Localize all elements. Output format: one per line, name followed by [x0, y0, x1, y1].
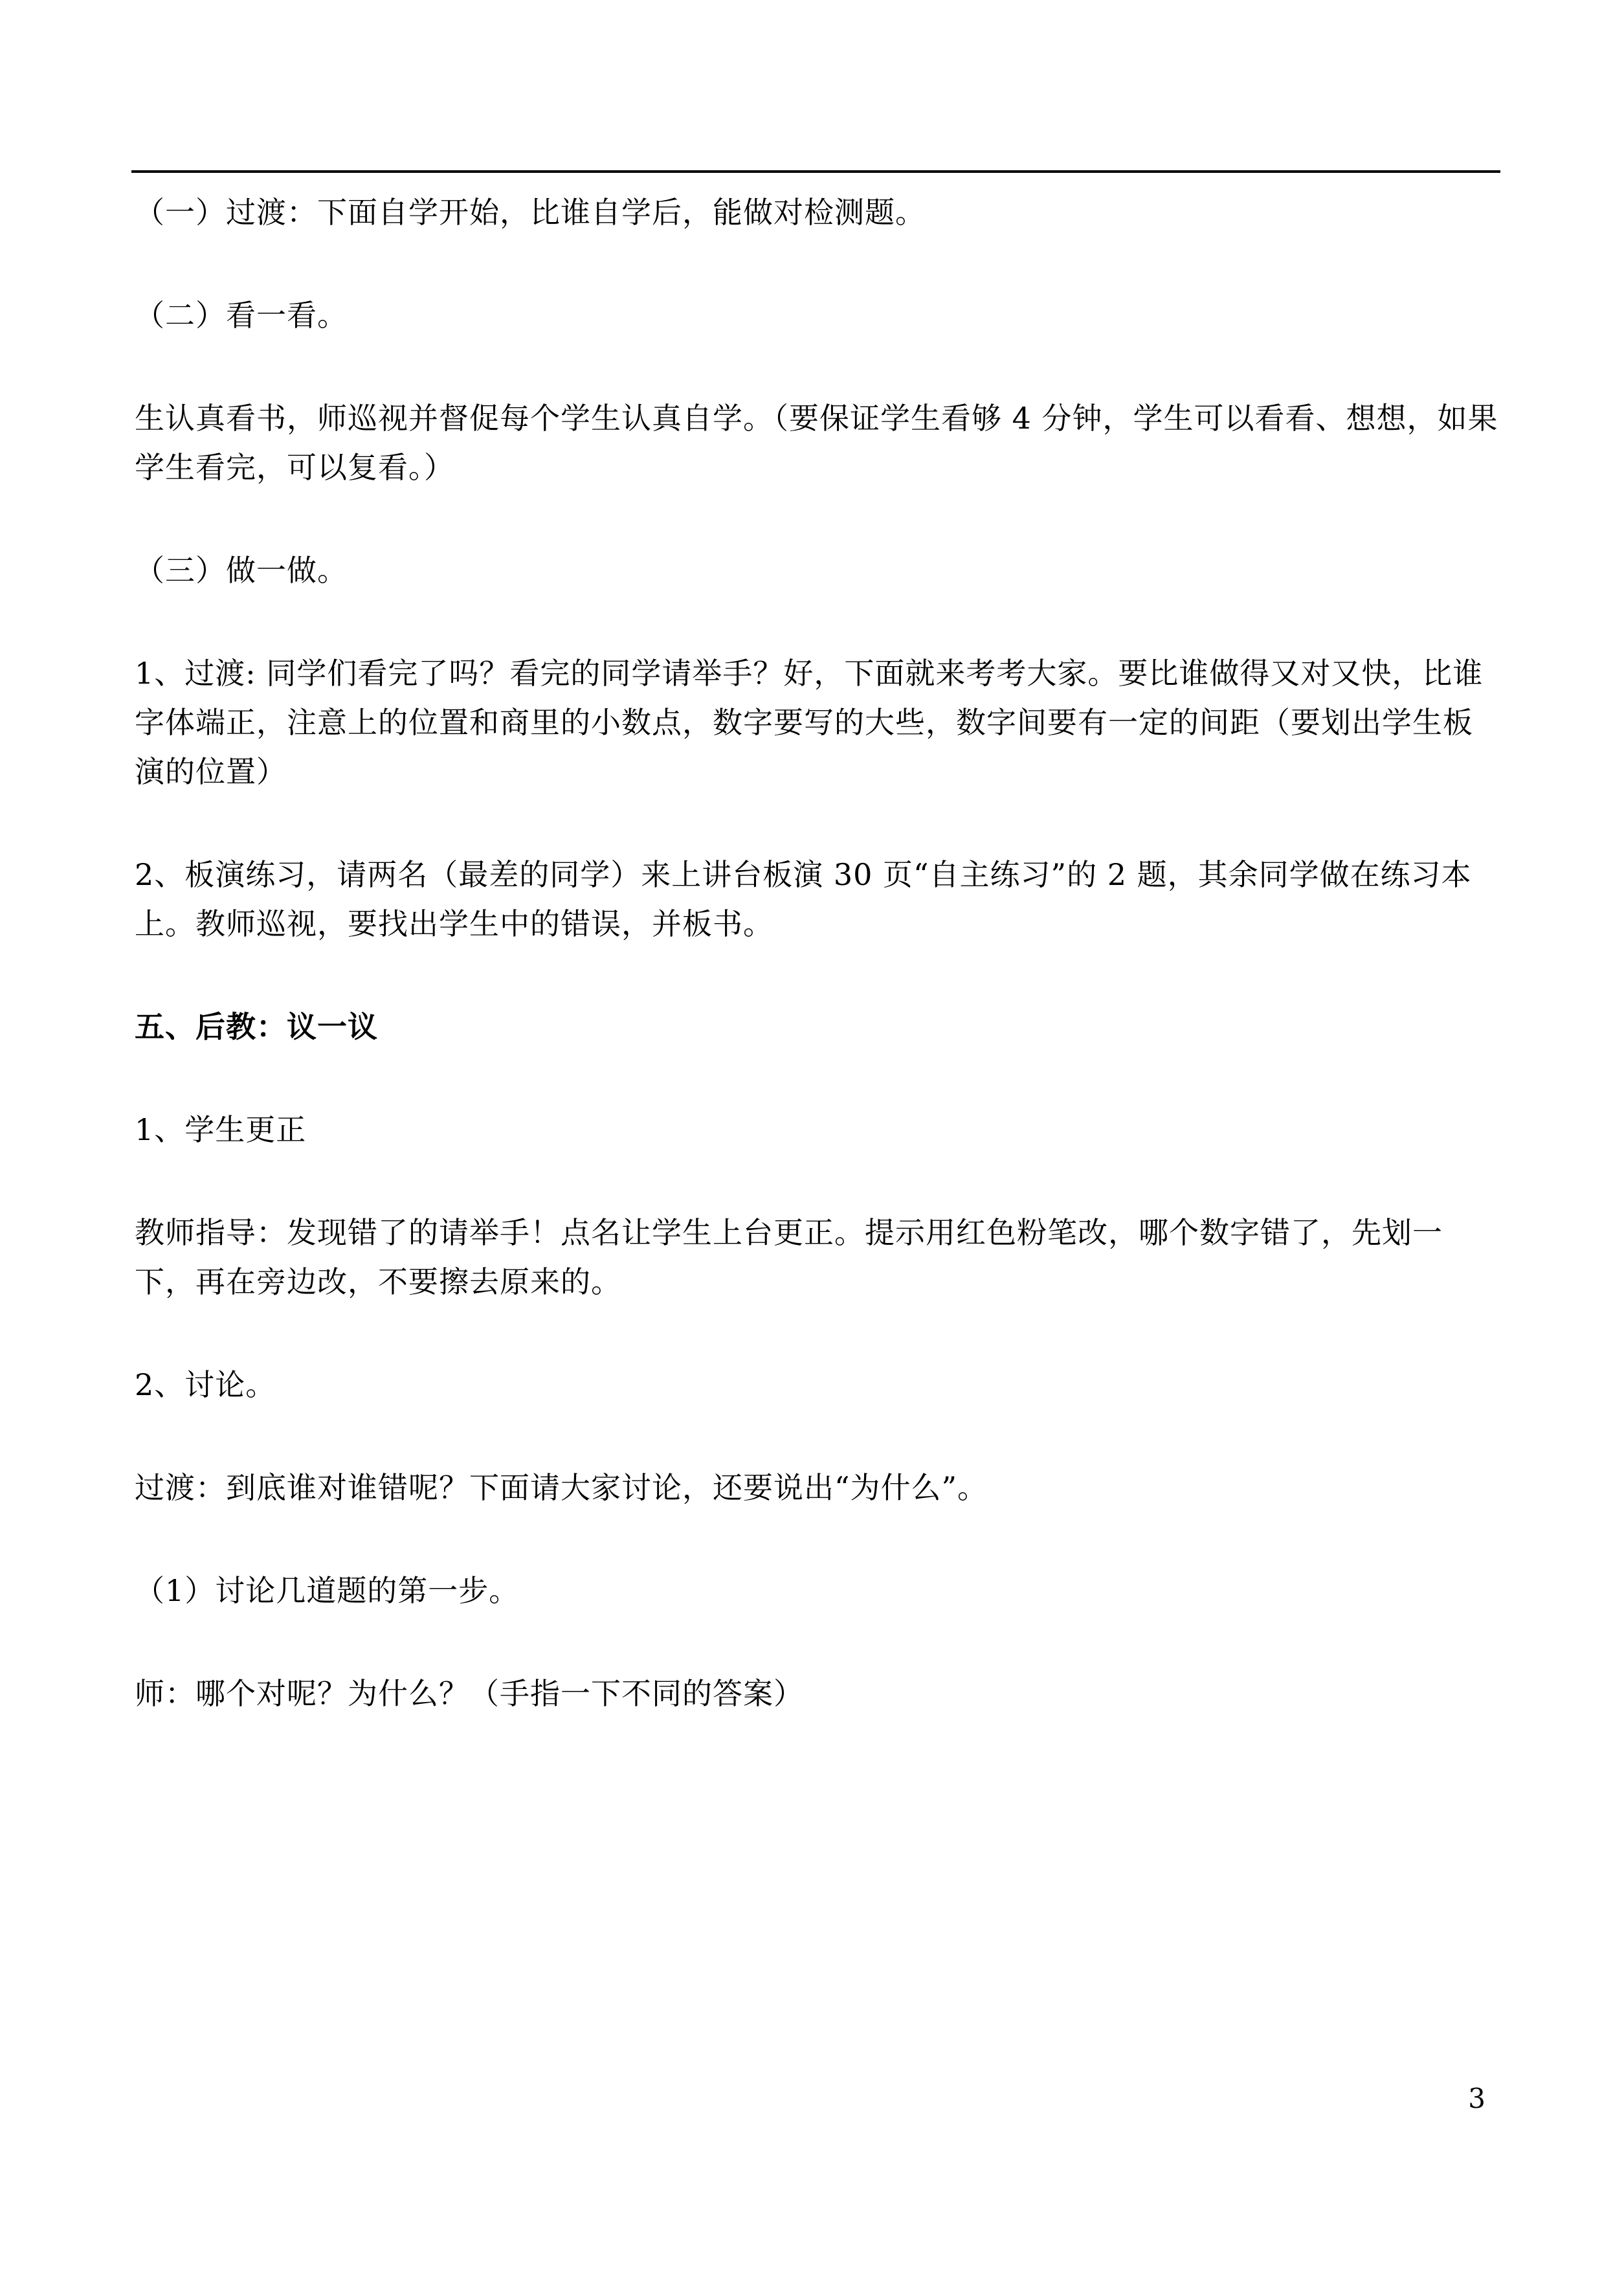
page-number: 3 — [1468, 2083, 1485, 2114]
paragraph-11: 过渡：到底谁对谁错呢？下面请大家讨论，还要说出“为什么”。 — [135, 1470, 988, 1505]
paragraph-8: 1、学生更正 — [135, 1112, 307, 1147]
paragraph-5: 1、过渡: 同学们看完了吗？看完的同学请举手？好，下面就来考考大家。要比谁做得又对又快，比谁字体端正，注意上的位置和商里的小数点，数字要写的大些，数字间要有一定的间距（要划出学生板演的位置） — [135, 656, 1484, 789]
paragraph-12: （1）讨论几道题的第一步。 — [135, 1573, 520, 1608]
paragraph-6: 2、板演练习，请两名（最差的同学）来上讲台板演 30 页“自主练习”的 2 题，其余同学做在练习本上。教师巡视，要找出学生中的错误，并板书。 — [135, 857, 1472, 941]
paragraph-10: 2、讨论。 — [135, 1367, 276, 1402]
paragraph-3: 生认真看书，师巡视并督促每个学生认真自学。（要保证学生看够 4 分钟，学生可以看看、想想，如果学生看完，可以复看。） — [135, 401, 1498, 485]
paragraph-2: （二）看一看。 — [135, 298, 348, 333]
document-body — [135, 188, 1500, 1772]
section-heading: 五、后教：议一议 — [135, 1009, 378, 1044]
paragraph-13: 师：哪个对呢？为什么？（手指一下不同的答案） — [135, 1676, 804, 1711]
paragraph-1: （一）过渡：下面自学开始，比谁自学后，能做对检测题。 — [135, 195, 926, 230]
paragraph-9: 教师指导：发现错了的请举手！点名让学生上台更正。提示用红色粉笔改，哪个数字错了，先划一下，再在旁边改，不要擦去原来的。 — [135, 1215, 1443, 1299]
paragraph-4: （三）做一做。 — [135, 553, 348, 588]
header-rule — [131, 170, 1500, 173]
